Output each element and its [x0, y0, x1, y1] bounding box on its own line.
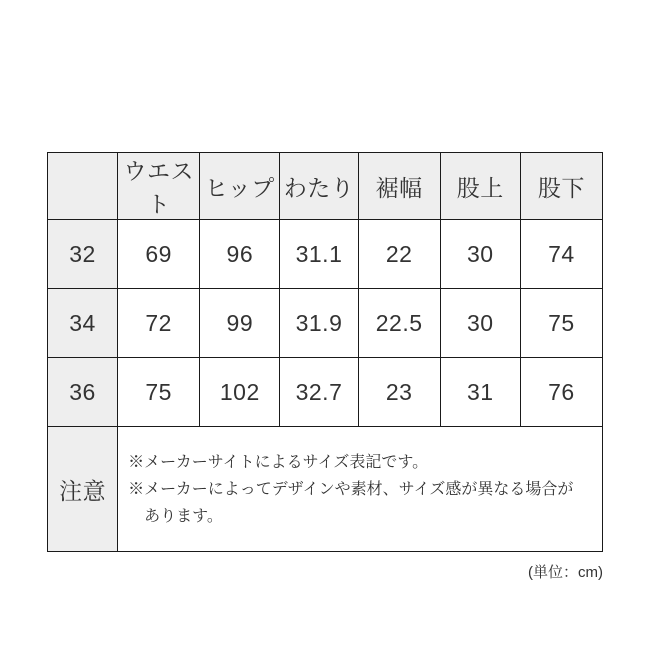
size-row-34 — [48, 289, 603, 358]
size-cell: 32.7 — [280, 358, 358, 427]
size-cell: 75 — [520, 289, 602, 358]
note-label: 注意 — [48, 427, 118, 552]
column-header-size — [48, 153, 118, 220]
column-header-hem-width: 裾幅 — [358, 153, 440, 220]
size-cell: 96 — [200, 220, 280, 289]
size-cell: 31.1 — [280, 220, 358, 289]
size-cell: 22 — [358, 220, 440, 289]
header-row — [48, 153, 603, 220]
size-cell: 31 — [440, 358, 520, 427]
row-label-34: 34 — [48, 289, 118, 358]
note-line: ※メーカーサイトによるサイズ表記です。 — [128, 453, 429, 471]
note-line: ※メーカーによってデザインや素材、サイズ感が異なる場合が — [128, 480, 574, 498]
column-header-rise: 股上 — [440, 153, 520, 220]
size-cell: 30 — [440, 220, 520, 289]
note-row — [48, 427, 603, 552]
size-cell: 76 — [520, 358, 602, 427]
size-row-36 — [48, 358, 603, 427]
size-cell: 74 — [520, 220, 602, 289]
size-cell: 69 — [118, 220, 200, 289]
size-cell: 102 — [200, 358, 280, 427]
size-cell: 30 — [440, 289, 520, 358]
column-header-hip: ヒップ — [200, 153, 280, 220]
size-chart-table — [47, 152, 603, 552]
note-text — [118, 427, 603, 552]
row-label-36: 36 — [48, 358, 118, 427]
column-header-inseam: 股下 — [520, 153, 602, 220]
size-cell: 99 — [200, 289, 280, 358]
unit-label: (単位：cm) — [528, 564, 603, 581]
row-label-32: 32 — [48, 220, 118, 289]
size-chart — [47, 152, 603, 582]
note-line: あります。 — [128, 507, 223, 525]
column-header-thigh: わたり — [280, 153, 358, 220]
column-header-waist: ウエスト — [118, 153, 200, 220]
size-cell: 72 — [118, 289, 200, 358]
size-cell: 22.5 — [358, 289, 440, 358]
size-cell: 23 — [358, 358, 440, 427]
size-cell: 31.9 — [280, 289, 358, 358]
size-cell: 75 — [118, 358, 200, 427]
size-row-32 — [48, 220, 603, 289]
